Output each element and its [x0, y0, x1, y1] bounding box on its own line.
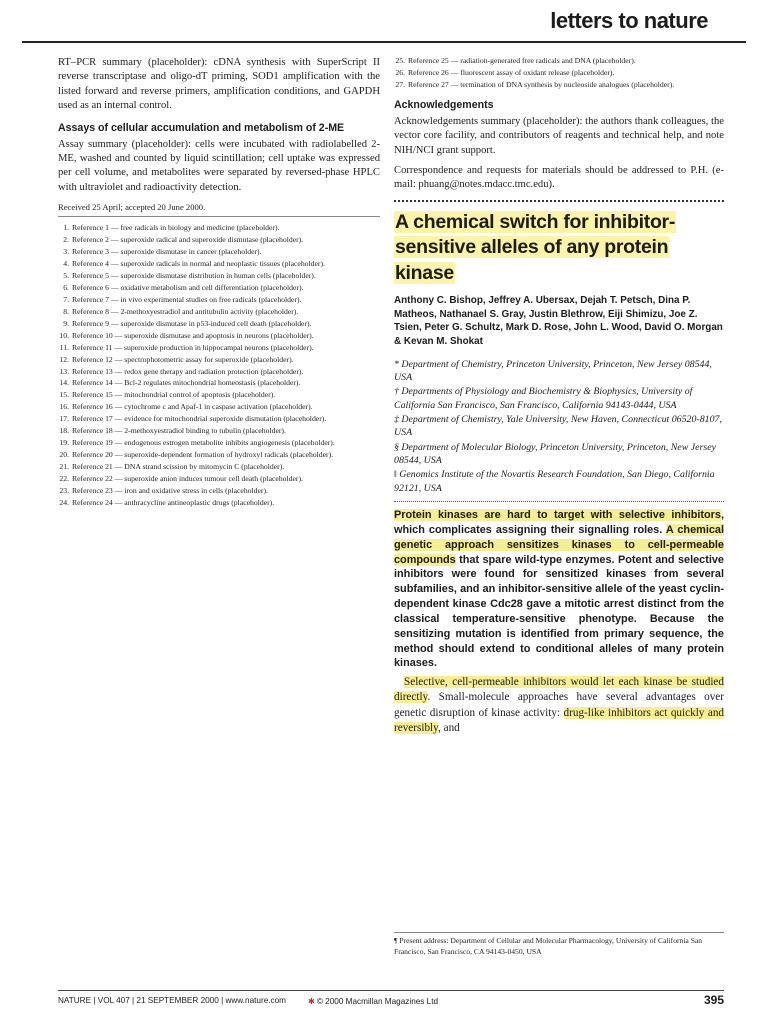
abstract-text: that spare wild-type enzymes. Potent and selective inhibitors were found for sensitized kinases from several subfamilies, and an inhibitor-sensitive allele of the yeast cyclin-dependent kinase Cdc28 gave a mitotic arrest distinct from the classical temperature-sensitive phenotype. Because the sensitizing mutation is identified from primary sequence, the method should extend to conditional alleles of many protein kinases.	[394, 553, 724, 670]
reference-text: Reference 19 — endogenous estrogen metabolite inhibits angiogenesis (placeholder).	[72, 438, 335, 448]
abstract-text: , which complicates assigning their signalling roles.	[394, 509, 724, 536]
reference-number: 2.	[63, 235, 69, 245]
highlight-span: Protein kinases are hard to target with selective inhibitors	[394, 509, 721, 522]
reference-item	[58, 307, 380, 318]
reference-number: 11.	[59, 342, 69, 352]
reference-item	[58, 343, 380, 354]
copyright-text: © 2000 Macmillan Magazines Ltd	[316, 997, 439, 1006]
reference-text: Reference 10 — superoxide dismutase and apoptosis in neurons (placeholder).	[72, 330, 314, 340]
reference-item	[58, 247, 380, 258]
article-title	[394, 210, 724, 286]
reference-number: 5.	[63, 271, 69, 281]
reference-text: Reference 16 — cytochrome c and Apaf-1 in caspase activation (placeholder).	[72, 402, 313, 412]
affiliation-separator	[394, 501, 724, 502]
reference-text: Reference 18 — 2-methoxyestradiol binding to tubulin (placeholder).	[72, 426, 286, 436]
reference-item	[58, 414, 380, 425]
affiliation-line: ‖ Genomics Institute of the Novartis Research Foundation, San Diego, California 92121, USA	[394, 469, 715, 494]
article-title-text: A chemical switch for inhibitor-sensitive alleles of any protein kinase	[395, 210, 676, 284]
reference-number: 13.	[59, 366, 69, 376]
reference-text: Reference 22 — superoxide anion induces tumour cell death (placeholder).	[72, 473, 303, 483]
assays-heading: Assays of cellular accumulation and metabolism of 2-ME	[58, 121, 345, 134]
reference-number: 16.	[59, 402, 69, 412]
journal-section-title: letters to nature	[550, 8, 708, 33]
reference-text: Reference 6 — oxidative metabolism and cell differentiation (placeholder).	[72, 282, 304, 292]
reference-number: 26.	[395, 67, 405, 77]
reference-text: Reference 23 — iron and oxidative stress in cells (placeholder).	[72, 485, 268, 495]
reference-item	[58, 283, 380, 294]
left-column	[58, 56, 380, 980]
reference-text: Reference 8 — 2-methoxyestradiol and antitubulin activity (placeholder).	[72, 306, 299, 316]
reference-item	[58, 390, 380, 401]
reference-text: Reference 26 — fluorescent assay of oxidant release (placeholder).	[408, 67, 615, 77]
body-text: . Small-molecule approaches have several advantages over genetic disruption of kinase activity:	[394, 691, 724, 719]
reference-number: 8.	[63, 306, 69, 316]
reference-number: 3.	[63, 247, 69, 257]
reference-number: 24.	[59, 497, 69, 507]
reference-number: 9.	[63, 318, 69, 328]
acknowledgements-paragraph: Acknowledgements summary (placeholder): the authors thank colleagues, the vector core facility, and contributors of reagents and technical help, and note NIH/NCI grant support.	[394, 115, 724, 156]
received-dates: Received 25 April; accepted 20 June 2000.	[58, 201, 380, 217]
page-number: 395	[703, 993, 724, 1007]
reference-number: 25.	[395, 56, 405, 65]
reference-item	[58, 271, 380, 282]
reference-number: 7.	[63, 294, 69, 304]
reference-text: Reference 12 — spectrophotometric assay for superoxide (placeholder).	[72, 354, 294, 364]
reference-item	[58, 355, 380, 366]
highlight-span: A chemical genetic approach sensitizes kinases to cell-permeable compounds	[394, 523, 724, 566]
reference-number: 10.	[59, 330, 69, 340]
reference-text: Reference 5 — superoxide dismutase distribution in human cells (placeholder).	[72, 271, 316, 281]
affiliation-line: ‡ Department of Chemistry, Yale University, New Haven, Connecticut 06520-8107, USA	[394, 413, 722, 439]
reference-text: Reference 17 — evidence for mitochondrial superoxide dismutation (placeholder).	[72, 414, 327, 424]
reference-number: 22.	[59, 473, 69, 483]
journal-citation: NATURE | VOL 407 | 21 SEPTEMBER 2000 | www.nature.com	[58, 996, 286, 1005]
reference-number: 23.	[59, 485, 69, 495]
reference-number: 14.	[59, 378, 69, 388]
reference-text: Reference 11 — superoxide production in hippocampal neurons (placeholder).	[72, 342, 314, 352]
copyright-line	[308, 996, 438, 1006]
reference-item	[58, 223, 380, 234]
acknowledgements-heading: Acknowledgements	[394, 98, 494, 111]
reference-text: Reference 15 — mitochondrial control of apoptosis (placeholder).	[72, 390, 276, 400]
reference-number: 19.	[59, 438, 69, 448]
reference-item	[58, 259, 380, 270]
reference-text: Reference 24 — anthracycline antineoplastic drugs (placeholder).	[72, 497, 275, 507]
reference-list	[58, 223, 380, 509]
reference-item	[58, 486, 380, 497]
header-rule	[22, 41, 746, 43]
reference-text: Reference 14 — Bcl-2 regulates mitochondrial homeostasis (placeholder).	[72, 378, 301, 388]
reference-text: Reference 25 — radiation-generated free radicals and DNA (placeholder).	[408, 56, 636, 65]
author-list: Anthony C. Bishop, Jeffrey A. Ubersax, Dejah T. Petsch, Dina P. Matheos, Nathanael S. Gray, Justin Blethrow, Eiji Shimizu, Joe Z. Tsien, Peter G. Schultz, Mark D. Rose, John L. Wood, David O. Morgan & Kevan M. Shokat	[394, 294, 723, 347]
body-paragraph	[394, 675, 724, 736]
reference-item	[58, 402, 380, 413]
footer-rule	[58, 990, 724, 991]
reference-number: 20.	[59, 450, 69, 460]
reference-item	[58, 367, 380, 378]
present-address-footnote: ¶ Present address: Department of Cellular and Molecular Pharmacology, University of California San Francisco, San Francisco, CA 94143-0450, USA	[394, 932, 724, 957]
reference-item	[394, 80, 724, 91]
affiliation-line: † Departments of Physiology and Biochemistry & Biophysics, University of California San Francisco, San Francisco, California 94143-0444, USA	[394, 386, 693, 411]
reference-number: 1.	[63, 223, 69, 233]
reference-text: Reference 1 — free radicals in biology and medicine (placeholder).	[72, 223, 280, 233]
reference-text: Reference 4 — superoxide radicals in normal and neoplastic tissues (placeholder).	[72, 259, 325, 269]
reference-item	[58, 450, 380, 461]
affiliation-line: § Department of Molecular Biology, Princeton University, Princeton, New Jersey 08544, USA	[394, 441, 716, 467]
reference-number: 12.	[59, 354, 69, 364]
page-footer	[58, 990, 724, 1010]
affiliations	[394, 358, 724, 496]
reference-item	[58, 319, 380, 330]
reference-item	[58, 331, 380, 342]
reference-item	[58, 295, 380, 306]
reference-number: 21.	[59, 462, 69, 472]
journal-header	[22, 0, 746, 44]
reference-item	[394, 56, 724, 67]
reference-number: 15.	[59, 390, 69, 400]
reference-text: Reference 2 — superoxide radical and superoxide dismutase (placeholder).	[72, 235, 304, 245]
publisher-logo-icon: ✱	[308, 997, 315, 1006]
methods-paragraph: RT–PCR summary (placeholder): cDNA synthesis with SuperScript II reverse transcriptase and oligo-dT priming, SOD1 amplification with the listed forward and reverse primers, amplification conditions, and GAPDH used as an internal control.	[58, 57, 380, 112]
reference-text: Reference 27 — termination of DNA synthesis by nucleoside analogues (placeholder).	[408, 79, 675, 89]
reference-item	[58, 498, 380, 509]
abstract	[394, 508, 724, 671]
reference-number: 17.	[59, 414, 69, 424]
highlight-span: drug-like inhibitors act quickly and reversibly	[394, 706, 724, 734]
reference-text: Reference 20 — superoxide-dependent formation of hydroxyl radicals (placeholder).	[72, 450, 334, 460]
reference-number: 18.	[59, 426, 69, 436]
highlight-span: Selective, cell-permeable inhibitors would let each kinase be studied directly	[394, 676, 724, 704]
reference-item	[58, 235, 380, 246]
body-text: , and	[438, 721, 460, 734]
reference-item	[394, 68, 724, 79]
reference-item	[58, 378, 380, 389]
affiliation-line: * Department of Chemistry, Princeton University, Princeton, New Jersey 08544, USA	[394, 358, 712, 383]
reference-number: 6.	[63, 282, 69, 292]
reference-text: Reference 3 — superoxide dismutase in cancer (placeholder).	[72, 247, 262, 257]
reference-number: 27.	[395, 79, 405, 89]
reference-item	[58, 438, 380, 449]
reference-text: Reference 13 — redox gene therapy and radiation protection (placeholder).	[72, 366, 304, 376]
reference-item	[58, 474, 380, 485]
reference-text: Reference 9 — superoxide dismutase in p53-induced cell death (placeholder).	[72, 318, 312, 328]
reference-item	[58, 426, 380, 437]
correspondence-note: Correspondence and requests for materials should be addressed to P.H. (e-mail: phuang@notes.mdacc.tmc.edu).	[394, 165, 724, 191]
article-divider	[394, 200, 724, 202]
right-column	[394, 56, 724, 980]
reference-item	[58, 462, 380, 473]
assays-paragraph: Assay summary (placeholder): cells were incubated with radiolabelled 2-ME, washed and counted by liquid scintillation; cell uptake was expressed per cell volume, and metabolites were separated by reversed-phase HPLC with ultraviolet and radioactivity detection.	[58, 138, 380, 193]
reference-text: Reference 21 — DNA strand scission by mitomycin C (placeholder).	[72, 462, 285, 472]
reference-list-continued	[394, 56, 724, 91]
reference-number: 4.	[63, 259, 69, 269]
reference-text: Reference 7 — in vivo experimental studies on free radicals (placeholder).	[72, 294, 302, 304]
